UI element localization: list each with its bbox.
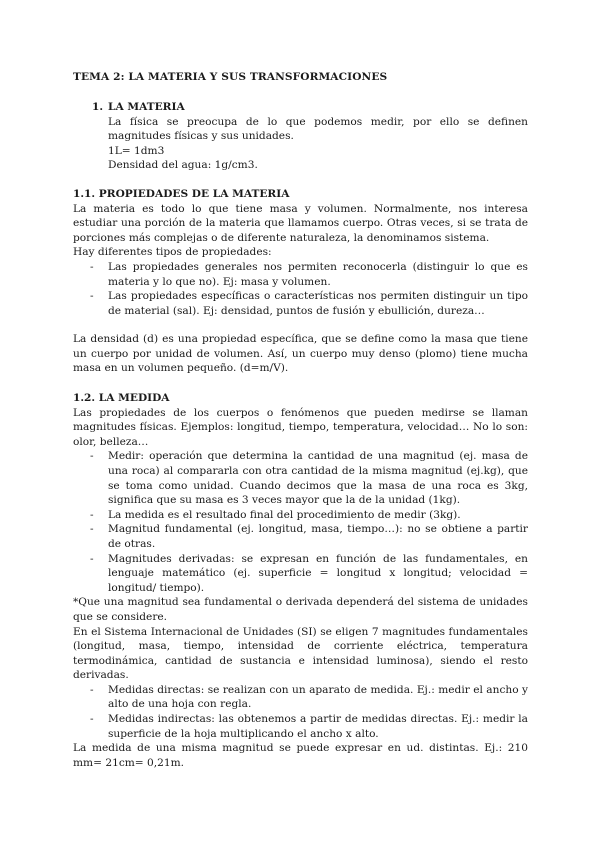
list-item	[73, 289, 528, 318]
list-item-text: Magnitud fundamental (ej. longitud, masa, tiempo…): no se obtiene a partir de otras.	[108, 523, 528, 550]
list-item	[73, 260, 528, 289]
list-item-text: Medidas directas: se realizan con un aparato de medida. Ej.: medir el ancho y alto de una hoja con regla.	[108, 683, 528, 711]
list-item	[73, 552, 528, 596]
dash-bullet: -	[90, 290, 94, 303]
section-1-1-heading: 1.1. PROPIEDADES DE LA MATERIA	[73, 188, 290, 200]
list-item-text: Medidas indirectas: las obtenemos a partir de medidas directas. Ej.: medir la superficie de la hoja multiplicando el ancho x alto.	[108, 713, 528, 740]
document-title: TEMA 2: LA MATERIA Y SUS TRANSFORMACIONES	[73, 71, 388, 83]
dash-bullet: -	[90, 552, 94, 565]
dash-bullet: -	[90, 260, 94, 273]
list-item-text: Medir: operación que determina la cantidad de una magnitud (ej. masa de una roca) al compararla con otra cantidad de la misma magnitud (ej.kg), que se toma como unidad. Cuando decimos que la masa de una roca es 3kg, significa que su masa es 3 veces mayor que la de la unidad (1kg).	[108, 450, 528, 507]
section-1-number: 1.	[92, 101, 104, 113]
si-paragraph: En el Sistema Internacional de Unidades (SI) se eligen 7 magnitudes fundamentales (longitud, masa, tiempo, intensidad de corriente eléctrica, temperatura termodinámica, cantidad de sustancia e intensidad luminosa), siendo el resto derivadas.	[73, 625, 528, 682]
section-1-line-3: Densidad del agua: 1g/cm3.	[108, 159, 258, 172]
section-1-1	[73, 187, 528, 318]
dash-bullet: -	[90, 523, 94, 536]
list-item-text: La medida es el resultado final del procedimiento de medir (3kg).	[108, 508, 461, 521]
measure-list	[73, 449, 528, 595]
section-1-1-list-intro: Hay diferentes tipos de propiedades:	[73, 246, 272, 259]
list-item-text: Magnitudes derivadas: se expresan en función de las fundamentales, en lenguaje matemático (ej. superficie = longitud x longitud; velocidad = longitud/ tiempo).	[108, 552, 528, 594]
measure-types-list	[73, 683, 528, 741]
list-item-text: Las propiedades generales nos permiten reconocerla (distinguir lo que es materia y lo que no). Ej: masa y volumen.	[108, 260, 528, 288]
section-1-2	[73, 391, 528, 770]
list-item	[73, 683, 528, 712]
section-1-1-intro: La materia es todo lo que tiene masa y volumen. Normalmente, nos interesa estudiar una porción de la materia que llamamos cuerpo. Otras veces, si se trata de porciones más complejas o de diferente naturaleza, la denominamos sistema.	[73, 202, 528, 244]
dash-bullet: -	[90, 450, 94, 463]
dash-bullet: -	[90, 508, 94, 521]
section-1	[108, 100, 528, 173]
density-paragraph: La densidad (d) es una propiedad específica, que se define como la masa que tiene un cuerpo por unidad de volumen. Así, un cuerpo muy denso (plomo) tiene mucha masa en un volumen pequeño. (d=m/V).	[73, 333, 528, 375]
section-1-line-1: La física se preocupa de lo que podemos medir, por ello se definen magnitudes físicas y sus unidades.	[108, 115, 528, 143]
list-item	[73, 712, 528, 741]
dash-bullet: -	[90, 713, 94, 726]
units-note: *Que una magnitud sea fundamental o derivada dependerá del sistema de unidades que se considere.	[73, 596, 528, 623]
closing-paragraph: La medida de una misma magnitud se puede expresar en ud. distintas. Ej.: 210 mm= 21cm= 0,21m.	[73, 742, 528, 769]
dash-bullet: -	[90, 683, 94, 696]
list-item	[73, 449, 528, 507]
properties-list	[73, 260, 528, 318]
list-item-text: Las propiedades específicas o características nos permiten distinguir un tipo de material (sal). Ej: densidad, puntos de fusión y ebullición, dureza…	[108, 290, 528, 317]
list-item	[73, 522, 528, 551]
list-item	[73, 508, 528, 523]
section-1-2-heading: 1.2. LA MEDIDA	[73, 392, 170, 404]
section-1-heading: LA MATERIA	[108, 101, 185, 113]
section-1-line-2: 1L= 1dm3	[108, 144, 165, 157]
section-1-2-intro: Las propiedades de los cuerpos o fenómenos que pueden medirse se llaman magnitudes físicas. Ejemplos: longitud, tiempo, temperatura, velocidad… No lo son: olor, belleza…	[73, 406, 528, 448]
